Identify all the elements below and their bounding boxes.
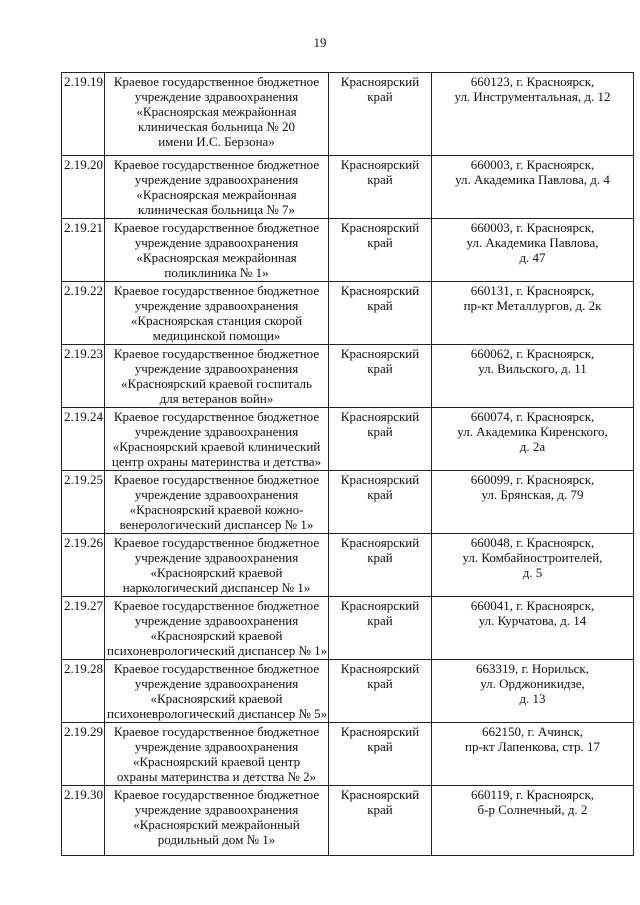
address-cell	[432, 408, 634, 471]
institution-name-cell-line: «Красноярский краевой госпиталь	[121, 376, 312, 391]
address-cell-line: ул. Вильского, д. 11	[478, 361, 587, 376]
institution-name-cell-line: «Красноярский краевой	[150, 628, 283, 643]
region-cell-line: Красноярский	[340, 724, 420, 739]
region-cell-line: Красноярский	[340, 157, 420, 172]
institution-name-cell-line: имени И.С. Берзона»	[158, 134, 275, 149]
region-cell	[329, 723, 432, 786]
institution-name-cell	[105, 219, 329, 282]
region-cell	[329, 282, 432, 345]
region-cell-line: край	[367, 298, 393, 313]
row-number-cell: 2.19.20	[62, 156, 105, 219]
institution-name-cell	[105, 73, 329, 156]
region-cell	[329, 660, 432, 723]
institution-name-cell-line: учреждение здравоохранения	[134, 739, 299, 754]
institution-name-cell-line: учреждение здравоохранения	[134, 172, 299, 187]
institution-name-cell-line: Краевое государственное бюджетное	[113, 346, 320, 361]
region-cell-line: край	[367, 89, 393, 104]
institution-name-cell-line: Краевое государственное бюджетное	[113, 598, 320, 613]
institution-name-cell-line: учреждение здравоохранения	[134, 424, 299, 439]
institution-name-cell-line: Краевое государственное бюджетное	[113, 283, 320, 298]
institution-name-cell-line: учреждение здравоохранения	[134, 89, 299, 104]
institution-name-cell-line: Краевое государственное бюджетное	[113, 787, 320, 802]
address-cell	[432, 723, 634, 786]
address-cell	[432, 786, 634, 856]
region-cell-line: Красноярский	[340, 74, 420, 89]
region-cell-line: Красноярский	[340, 283, 420, 298]
institution-name-cell-line: Краевое государственное бюджетное	[113, 535, 320, 550]
address-cell-line: 660099, г. Красноярск,	[470, 472, 595, 487]
institution-name-cell-line: для ветеранов войн»	[159, 391, 274, 406]
institution-name-cell-line: «Красноярский краевой	[150, 565, 283, 580]
address-cell	[432, 534, 634, 597]
region-cell	[329, 597, 432, 660]
address-cell-line: пр-кт Лапенкова, стр. 17	[465, 739, 600, 754]
institution-name-cell-line: венерологический диспансер № 1»	[119, 517, 314, 532]
region-cell	[329, 345, 432, 408]
institution-name-cell-line: родильный дом № 1»	[157, 832, 276, 847]
region-cell-line: край	[367, 550, 393, 565]
region-cell-line: край	[367, 613, 393, 628]
address-cell-line: ул. Академика Павлова,	[466, 235, 599, 250]
address-cell	[432, 597, 634, 660]
institution-name-cell	[105, 723, 329, 786]
address-cell-line: ул. Комбайностроителей,	[462, 550, 603, 565]
region-cell	[329, 786, 432, 856]
institution-name-cell-line: медицинской помощи»	[152, 328, 281, 343]
region-cell-line: Красноярский	[340, 409, 420, 424]
institution-name-cell-line: учреждение здравоохранения	[134, 487, 299, 502]
address-cell	[432, 345, 634, 408]
address-cell-line: д. 5	[522, 565, 543, 580]
address-cell-line: б-р Солнечный, д. 2	[477, 802, 588, 817]
institution-name-cell	[105, 786, 329, 856]
address-cell-line: 660003, г. Красноярск,	[470, 220, 595, 235]
row-number-cell: 2.19.19	[62, 73, 105, 156]
institution-name-cell-line: Краевое государственное бюджетное	[113, 724, 320, 739]
institution-name-cell-line: «Красноярский краевой	[150, 691, 283, 706]
institution-name-cell-line: Краевое государственное бюджетное	[113, 157, 320, 172]
row-number-cell: 2.19.23	[62, 345, 105, 408]
address-cell-line: пр-кт Металлургов, д. 2к	[463, 298, 602, 313]
institution-name-cell-line: клиническая больница № 7»	[137, 202, 296, 217]
institution-name-cell-line: «Красноярская межрайонная	[136, 187, 297, 202]
region-cell-line: Красноярский	[340, 346, 420, 361]
institution-name-cell-line: Краевое государственное бюджетное	[113, 409, 320, 424]
region-cell-line: край	[367, 172, 393, 187]
region-cell-line: Красноярский	[340, 472, 420, 487]
address-cell	[432, 73, 634, 156]
region-cell	[329, 156, 432, 219]
address-cell-line: д. 47	[519, 250, 546, 265]
institution-name-cell-line: Краевое государственное бюджетное	[113, 661, 320, 676]
address-cell-line: ул. Орджоникидзе,	[480, 676, 585, 691]
region-cell	[329, 73, 432, 156]
region-cell	[329, 219, 432, 282]
institution-name-cell-line: учреждение здравоохранения	[134, 613, 299, 628]
address-cell-line: 660131, г. Красноярск,	[470, 283, 595, 298]
institution-name-cell-line: «Красноярский краевой кожно-	[129, 502, 304, 517]
region-cell-line: край	[367, 235, 393, 250]
region-cell-line: край	[367, 802, 393, 817]
address-cell-line: ул. Курчатова, д. 14	[478, 613, 587, 628]
address-cell	[432, 219, 634, 282]
table-row	[62, 408, 634, 471]
institution-name-cell-line: охраны материнства и детства № 2»	[116, 769, 317, 784]
address-cell-line: ул. Академика Павлова, д. 4	[455, 172, 610, 187]
table-row	[62, 660, 634, 723]
institution-name-cell-line: «Красноярский краевой центр	[132, 754, 301, 769]
row-number-cell: 2.19.21	[62, 219, 105, 282]
region-cell-line: край	[367, 487, 393, 502]
address-cell	[432, 660, 634, 723]
institution-name-cell-line: Краевое государственное бюджетное	[113, 220, 320, 235]
table-row	[62, 73, 634, 156]
institution-name-cell-line: Краевое государственное бюджетное	[113, 472, 320, 487]
table-row	[62, 345, 634, 408]
institution-name-cell	[105, 471, 329, 534]
page-number: 19	[313, 35, 327, 50]
row-number-cell: 2.19.22	[62, 282, 105, 345]
table-row	[62, 219, 634, 282]
region-cell-line: Красноярский	[340, 661, 420, 676]
address-cell-line: 660123, г. Красноярск,	[470, 74, 595, 89]
address-cell-line: ул. Академика Киренского,	[457, 424, 608, 439]
region-cell-line: край	[367, 739, 393, 754]
institution-name-cell-line: учреждение здравоохранения	[134, 676, 299, 691]
institution-name-cell-line: наркологический диспансер № 1»	[122, 580, 311, 595]
address-cell-line: д. 2а	[519, 439, 546, 454]
region-cell-line: Красноярский	[340, 598, 420, 613]
institution-name-cell-line: «Красноярская межрайонная	[136, 104, 297, 119]
address-cell-line: 660041, г. Красноярск,	[470, 598, 595, 613]
region-cell-line: край	[367, 676, 393, 691]
row-number-cell: 2.19.24	[62, 408, 105, 471]
institution-name-cell-line: учреждение здравоохранения	[134, 361, 299, 376]
row-number-cell: 2.19.28	[62, 660, 105, 723]
address-cell-line: ул. Брянская, д. 79	[481, 487, 584, 502]
address-cell-line: 660003, г. Красноярск,	[470, 157, 595, 172]
table-row	[62, 723, 634, 786]
table-row	[62, 597, 634, 660]
table-row	[62, 282, 634, 345]
table-row	[62, 471, 634, 534]
address-cell	[432, 282, 634, 345]
address-cell-line: ул. Инструментальная, д. 12	[454, 89, 611, 104]
region-cell-line: Красноярский	[340, 787, 420, 802]
address-cell-line: 663319, г. Норильск,	[476, 661, 589, 676]
address-cell-line: 660119, г. Красноярск,	[470, 787, 595, 802]
address-cell	[432, 471, 634, 534]
row-number-cell: 2.19.27	[62, 597, 105, 660]
region-cell	[329, 408, 432, 471]
table-row	[62, 786, 634, 856]
institution-name-cell-line: Краевое государственное бюджетное	[113, 74, 320, 89]
address-cell-line: д. 13	[519, 691, 546, 706]
row-number-cell: 2.19.25	[62, 471, 105, 534]
address-cell	[432, 156, 634, 219]
region-cell	[329, 471, 432, 534]
address-cell-line: 660062, г. Красноярск,	[470, 346, 595, 361]
row-number-cell: 2.19.29	[62, 723, 105, 786]
institution-name-cell-line: центр охраны материнства и детства»	[111, 454, 322, 469]
institution-name-cell	[105, 660, 329, 723]
institution-name-cell-line: поликлиника № 1»	[164, 265, 269, 280]
institution-name-cell	[105, 408, 329, 471]
institution-name-cell-line: учреждение здравоохранения	[134, 802, 299, 817]
registry-table-body	[62, 73, 634, 856]
institution-name-cell-line: учреждение здравоохранения	[134, 550, 299, 565]
region-cell-line: Красноярский	[340, 220, 420, 235]
institution-name-cell-line: «Красноярская межрайонная	[136, 250, 297, 265]
region-cell-line: край	[367, 361, 393, 376]
institution-name-cell-line: клиническая больница № 20	[137, 119, 296, 134]
table-row	[62, 534, 634, 597]
institution-name-cell	[105, 345, 329, 408]
registry-table	[61, 72, 634, 856]
address-cell-line: 660074, г. Красноярск,	[470, 409, 595, 424]
address-cell-line: 660048, г. Красноярск,	[470, 535, 595, 550]
region-cell	[329, 534, 432, 597]
institution-name-cell-line: «Красноярский краевой клинический	[112, 439, 321, 454]
institution-name-cell-line: психоневрологический диспансер № 5»	[107, 706, 328, 721]
institution-name-cell	[105, 282, 329, 345]
institution-name-cell-line: психоневрологический диспансер № 1»	[107, 643, 328, 658]
region-cell-line: край	[367, 424, 393, 439]
institution-name-cell-line: учреждение здравоохранения	[134, 235, 299, 250]
row-number-cell: 2.19.30	[62, 786, 105, 856]
row-number-cell: 2.19.26	[62, 534, 105, 597]
institution-name-cell-line: учреждение здравоохранения	[134, 298, 299, 313]
institution-name-cell	[105, 156, 329, 219]
region-cell-line: Красноярский	[340, 535, 420, 550]
address-cell-line: 662150, г. Ачинск,	[481, 724, 584, 739]
table-row	[62, 156, 634, 219]
institution-name-cell	[105, 597, 329, 660]
institution-name-cell	[105, 534, 329, 597]
institution-name-cell-line: «Красноярский межрайонный	[133, 817, 300, 832]
institution-name-cell-line: «Красноярская станция скорой	[130, 313, 303, 328]
